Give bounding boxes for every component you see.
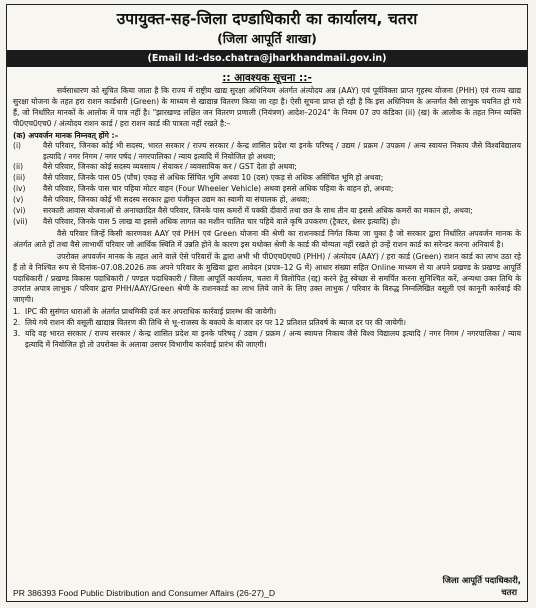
email-banner: (Email Id:-dso.chatra@jharkhandmail.gov.in) [7,50,527,67]
action-number: 3. [13,329,21,339]
criteria-item [13,195,521,206]
criteria-number: (iv) [13,184,26,194]
criteria-list [13,141,521,228]
criteria-item [13,141,521,163]
criteria-item [13,162,521,173]
criteria-text: वैसे परिवार, जिनके पास 05 (पाँच) एकड़ से अधिक सिंचित भूमि अथवा 10 (दस) एकड़ से अधिक असिंचित भूमि हो अथवा; [43,173,384,183]
criteria-item [13,173,521,184]
action-number: 1. [13,307,21,317]
pr-number: PR 386393 Food Public Distribution and Consumer Affairs (26-27)_D [13,588,276,598]
criteria-item [13,184,521,195]
notice-document [6,4,528,602]
office-subtitle: (जिला आपूर्ति शाखा) [217,31,317,46]
criteria-number: (vii) [13,216,28,226]
notice-footer [13,574,521,598]
criteria-item [13,206,521,217]
criteria-text: वैसे परिवार, जिनका कोई भी सदस्य, भारत सरकार / राज्य सरकार / केन्द्र शासित प्रदेश या इनके परिषद् / उद्यम / प्रक्रम / उपक्रम / अन्य स्वायत्त निकाय जैसे विश्वविद्यालय इत्यादि / नगर निगम / नगर पर्षद / नगरपालिका / न्याय इत्यादि में नियोजित हो अथवा; [43,140,521,161]
criteria-number: (iii) [13,173,26,183]
notice-heading: :: आवश्यक सूचना ::- [222,72,312,84]
criteria-number: (vi) [13,206,26,216]
criteria-text: सरकारी आवास योजनाओं से अनाच्छादित वैसे परिवार, जिनके पास कमरों में पक्की दीवारों तथा छत के साथ तीन या इससे अधिक कमरों का मकान हो, अथवा; [43,206,473,216]
action-list [13,307,521,351]
action-item [13,307,521,318]
criteria-item [13,217,521,228]
criteria-text: वैसे परिवार, जिनका कोई भी सदस्य सरकार द्वारा पंजीकृत उद्यम का स्वामी या संचालक हो, अथवा; [43,195,310,205]
criteria-number: (ii) [13,162,24,172]
office-title: उपायुक्त-सह-जिला दण्डाधिकारी का कार्यालय, चतरा [116,10,418,28]
action-text: लिये गये राशन की वसूली खाद्यान्न वितरण की तिथि से भू–राजस्व के बकाये के बाजार दर पर 12 प्रतिशत प्रतिवर्ष के ब्याज दर पर की जायेगी। [25,318,406,328]
criteria-text: वैसे परिवार, जिनके पास चार पहिया मोटर वाहन (Four Wheeler Vehicle) अथवा इससे अधिक पहिया के वाहन हो, अथवा; [43,184,394,194]
criteria-text: वैसे परिवार, जिनका कोई सदस्य व्यवसाय / सेवाकर / व्यवसायिक कर / GST देता हो अथवा; [43,162,297,172]
action-item [13,318,521,329]
criteria-number: (v) [13,195,24,205]
action-text: IPC की सुसंगत धाराओं के अंतर्गत प्राथमिकी दर्ज कर अपराधिक कार्रवाई प्रारम्भ की जायेगी। [25,307,277,317]
signature-block [443,574,521,598]
criteria-number: (i) [13,140,21,150]
action-text: यदि वह भारत सरकार / राज्य सरकार / केन्द्र शासित प्रदेश या इनके परिषद् / उद्यम / प्रक्रम / अन्य स्वायत्त निकाय जैसे विश्व विद्यालय इत्यादि / नगर निगम / नगरपालिका / न्याय इत्यादि में नियोजित हो तो उपरोक्त के अलावा उसपर विभागीय कार्रवाई प्रारंभ की जाएगी। [25,329,521,349]
deadline-paragraph: उपरोक्त अपवर्जन मानक के तहत आने वाले ऐसे परिवारों के द्वारा अभी भी पी0एच0एच0 (PHH) / अंत्योदय (AAY) / हरा कार्ड (Green) राशन कार्ड का लाभ उठा रहे हैं तो वे निश्चित रूप से दिनांक–07.08.2026 तक अपने परिवार के मुखिया द्वारा आवेदन (प्रपत्र–12 G में) आधार संख्या सहित Online माध्यम से या अपने प्रखण्ड के प्रखण्ड आपूर्ति पदाधिकारी / प्रखण्ड विकास पदाधिकारी / पण्डल पदाधिकारी / जिला आपूर्ति कार्यालय, चतरा में विलोपित (रद्द) करने हेतु स्वेच्छा से समर्पित करना सुनिश्चित करें, अन्यथा उक्त तिथि के उपरांत अपात्र लाभुक / परिवार द्वारा PHH/AAY/Green श्रेणी के राशनकार्ड का लाभ लिये जाने के लिए उक्त लाभुक / परिवार के विरुद्ध निम्नलिखित वसूली एवं कानूनी कार्रवाई की जाएगी। [13,251,521,305]
action-number: 2. [13,318,21,328]
criteria-title: (क) अपवर्जन मानक निम्नवत् होंगे :– [13,130,119,140]
signatory-place: चतरा [501,587,517,597]
surrender-paragraph: वैसे परिवार जिन्हें किसी कारणवश AAY एवं PHH एवं Green योजना की श्रेणी का राशनकार्ड निर्गत किया जा चुका है जो सरकार द्वारा निर्धारित अपवर्जन मानक के अंतर्गत आते हों तथा वैसे लाभार्थी परिवार जो आर्थिक स्थिति में उन्नति होने के कारण इस यथोक्त श्रेणी के कार्ड की योग्यता नहीं रखते हो उन्हें राशन कार्ड का सरेन्डर करना अनिवार्य है। [13,228,521,249]
intro-paragraph: सर्वसाधारण को सूचित किया जाता है कि राज्य में राष्ट्रीय खाद्य सुरक्षा अधिनियम अंतर्गत अंत्योदय अन्न (AAY) एवं पूर्वविक्ता प्राप्त गृहस्थ योजना (PHH) एवं राज्य खाद्य सुरक्षा योजना के तहत हरा राशन कार्डधारी (Green) के माध्यम से खाद्यान्न वितरण किया जा रहा है। ऐसी सूचना प्राप्त हो रही है कि इस अधिनियम के अन्तर्गत वैसे लाभुक चयनित हो गये हैं, जो निर्धारित मानकों के आलोक में पात्र नहीं है। "झारखण्ड लक्षित जन वितरण प्रणाली (नियंत्रण) आदेश–2024" के नियम 07 उप कंडिका (ii) (ख) के आलोक के तहत निम्न व्यक्ति पी0एच0एच0 / अंत्योदय राशन कार्ड / हरा राशन कार्ड की पात्रता नहीं रखते है:– [13,86,521,128]
criteria-text: वैसे परिवार, जिनके पास 5 लाख या इससे अधिक लागत का मशीन चालित चार पहिये वाले कृषि उपकरण (ट्रैक्टर, थ्रेसर इत्यादि) हो। [43,216,400,226]
signatory-title: जिला आपूर्ति पदाधिकारी, [442,575,521,585]
action-item [13,329,521,351]
